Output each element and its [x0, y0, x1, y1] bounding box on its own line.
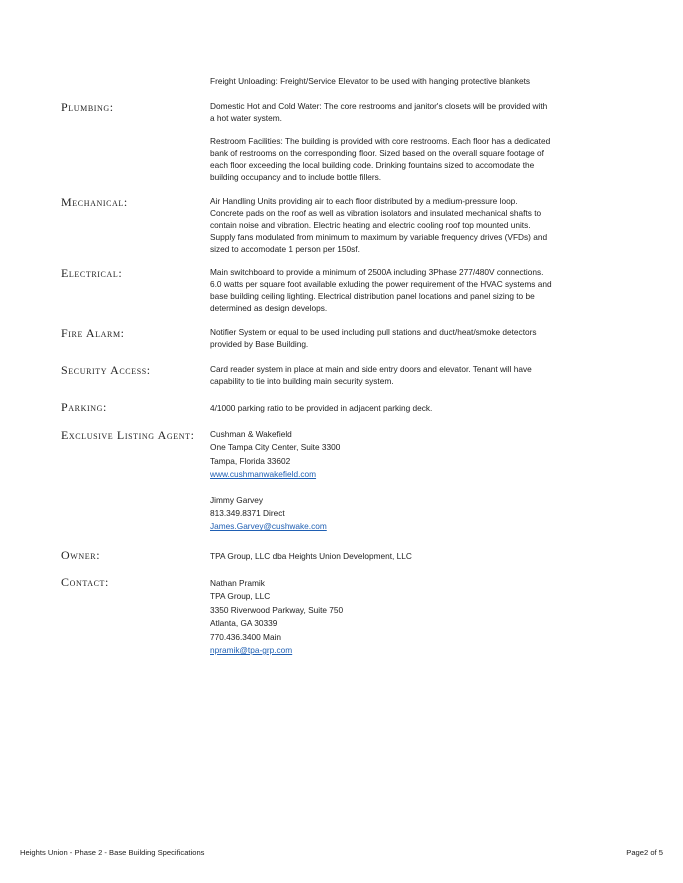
- contact-email-link[interactable]: npramik@tpa-grp.com: [210, 645, 293, 656]
- listing-agent-content: [210, 428, 575, 534]
- security-access-content: Card reader system in place at main and side entry doors and elevator. Tenant will have capability to tie into building main security system.: [210, 364, 532, 387]
- footer-document-title: Heights Union - Phase 2 - Base Building Specifications: [20, 848, 205, 857]
- contact-phone: 770.436.3400 Main: [210, 631, 282, 642]
- freight-unloading-text: Freight Unloading: Freight/Service Elevator to be used with hanging protective blankets: [210, 76, 531, 86]
- plumbing-label: Plumbing:: [61, 100, 114, 114]
- agent-address-line-2: Tampa, Florida 33602: [210, 455, 291, 466]
- agent-company: Cushman & Wakefield: [210, 429, 292, 439]
- electrical-content: Main switchboard to provide a minimum of 2500A including 3Phase 277/480V connections. 6.0 watts per square foot available exluding the power requirement of the HVAC systems and base building ceiling lighting. Electrical distribution panel locations and panel sizing to be determined as design develops.: [210, 267, 552, 314]
- agent-phone: 813.349.8371 Direct: [210, 508, 285, 519]
- fire-alarm-label: Fire Alarm:: [61, 326, 125, 340]
- electrical-label: Electrical:: [61, 266, 123, 280]
- plumbing-paragraph-1: Domestic Hot and Cold Water: The core restrooms and janitor's closets will be provided with a hot water system.: [210, 101, 548, 124]
- owner-content: TPA Group, LLC dba Heights Union Development, LLC: [210, 551, 412, 561]
- fire-alarm-content: Notifier System or equal to be used including pull stations and duct/heat/smoke detectors provided by Base Building.: [210, 327, 537, 350]
- contact-company: TPA Group, LLC: [210, 591, 271, 602]
- footer-page-number: Page2 of 5: [626, 848, 663, 857]
- contact-label: Contact:: [61, 575, 109, 589]
- owner-label: Owner:: [61, 548, 101, 562]
- plumbing-content: [210, 100, 575, 195]
- security-access-label: Security Access:: [61, 363, 151, 377]
- contact-address-line-1: 3350 Riverwood Parkway, Suite 750: [210, 604, 344, 615]
- contact-content: [210, 577, 575, 657]
- contact-address-line-2: Atlanta, GA 30339: [210, 618, 278, 629]
- contact-name: Nathan Pramik: [210, 578, 265, 588]
- listing-agent-label: Exclusive Listing Agent:: [61, 428, 195, 442]
- agent-address-line-1: One Tampa City Center, Suite 3300: [210, 442, 341, 453]
- plumbing-paragraph-2: Restroom Facilities: The building is provided with core restrooms. Each floor has a dedicated bank of restrooms on the corresponding floor. Sized based on the overall square footage of each floor exceeding the local building code. Drinking fountains sized to accomodate the building occupancy and to include bottle fillers.: [210, 136, 551, 183]
- agent-name: Jimmy Garvey: [210, 494, 264, 505]
- agent-email-link[interactable]: James.Garvey@cushwake.com: [210, 521, 327, 532]
- mechanical-content: Air Handling Units providing air to each floor distributed by a medium-pressure loop. Concrete pads on the roof as well as vibration isolators and insulated mechanical shafts to contain noise and vibration. Electric heating and electric cooling roof top mounted units. Supply fans modulated from minimum to maximum by variable frequency drives (VFDs) and sized to accomodate 1 person per 150sf.: [210, 196, 548, 255]
- mechanical-label: Mechanical:: [61, 195, 128, 209]
- parking-label: Parking:: [61, 400, 107, 414]
- agent-website-link[interactable]: www.cushmanwakefield.com: [210, 469, 317, 480]
- parking-content: 4/1000 parking ratio to be provided in adjacent parking deck.: [210, 403, 433, 413]
